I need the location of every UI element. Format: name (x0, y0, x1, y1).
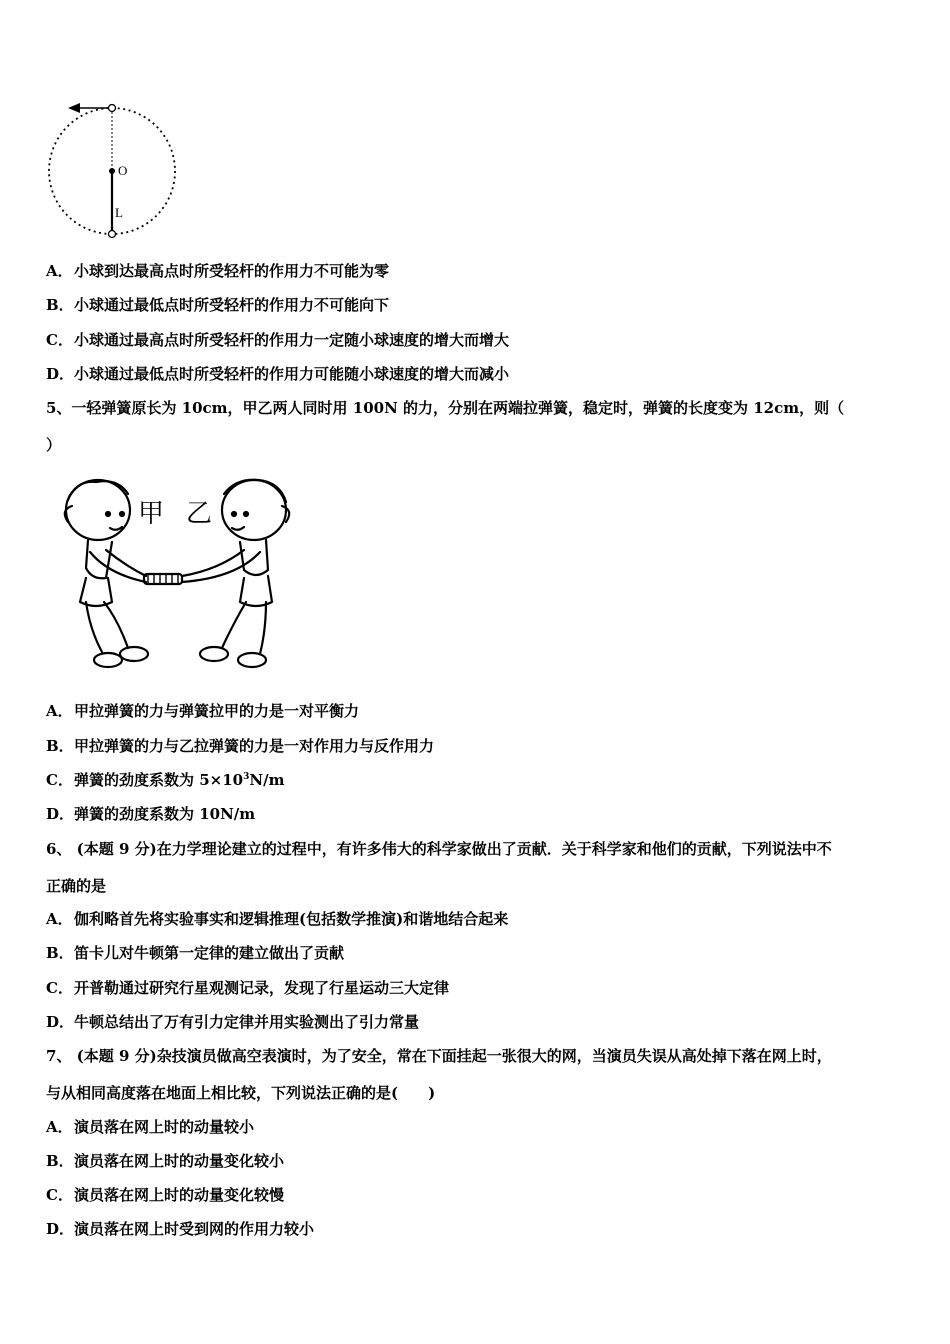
q7-option-b: B．演员落在网上时的动量变化较小 (46, 1152, 285, 1170)
q6-stem-cont: 正确的是 (46, 877, 107, 895)
circular-motion-figure (44, 98, 184, 246)
q7-option-d: D．演员落在网上时受到网的作用力较小 (46, 1220, 315, 1238)
q4-option-c: C．小球通过最高点时所受轻杆的作用力一定随小球速度的增大而增大 (46, 331, 510, 349)
q4-option-a: A．小球到达最高点时所受轻杆的作用力不可能为零 (46, 262, 390, 280)
label-yi: 乙 (186, 499, 213, 529)
q4-option-b: B．小球通过最低点时所受轻杆的作用力不可能向下 (46, 296, 390, 314)
q5-stem: 5、一轻弹簧原长为 10cm，甲乙两人同时用 100N 的力，分别在两端拉弹簧，稳定时，弹簧的长度变为 12cm，则（ (46, 399, 845, 417)
q5-option-d: D．弹簧的劲度系数为 10N/m (46, 805, 256, 823)
q5-option-c: C．弹簧的劲度系数为 $5\times 10^3N/m$ (46, 771, 285, 789)
q6-option-c: C．开普勒通过研究行星观测记录，发现了行星运动三大定律 (46, 979, 450, 997)
q6-option-a: A．伽利略首先将实验事实和逻辑推理(包括数学推演)和谐地结合起来 (46, 910, 509, 928)
spring-pull-figure (46, 470, 316, 675)
q6-stem: 6、 (本题 9 分)在力学理论建立的过程中，有许多伟大的科学家做出了贡献．关于科学家和他们的贡献，下列说法中不 (46, 840, 832, 858)
q7-stem: 7、 (本题 9 分)杂技演员做高空表演时，为了安全，常在下面挂起一张很大的网，当演员失误从高处掉下落在网上时， (46, 1047, 832, 1065)
q7-stem-cont: 与从相同高度落在地面上相比较，下列说法正确的是( ) (46, 1084, 436, 1102)
q7-option-c: C．演员落在网上时的动量变化较慢 (46, 1186, 285, 1204)
q6-option-d: D．牛顿总结出了万有引力定律并用实验测出了引力常量 (46, 1013, 420, 1031)
q5-option-a: A．甲拉弹簧的力与弹簧拉甲的力是一对平衡力 (46, 702, 360, 720)
q5-stem-cont: ） (46, 436, 62, 454)
rod-label: L (115, 205, 123, 220)
q4-option-d: D．小球通过最低点时所受轻杆的作用力可能随小球速度的增大而减小 (46, 365, 510, 383)
q6-option-b: B．笛卡儿对牛顿第一定律的建立做出了贡献 (46, 944, 345, 962)
label-jia: 甲 (138, 499, 165, 529)
q5-option-b: B．甲拉弹簧的力与乙拉弹簧的力是一对作用力与反作用力 (46, 737, 435, 755)
q7-option-a: A．演员落在网上时的动量较小 (46, 1118, 255, 1136)
center-label: O (118, 163, 128, 178)
